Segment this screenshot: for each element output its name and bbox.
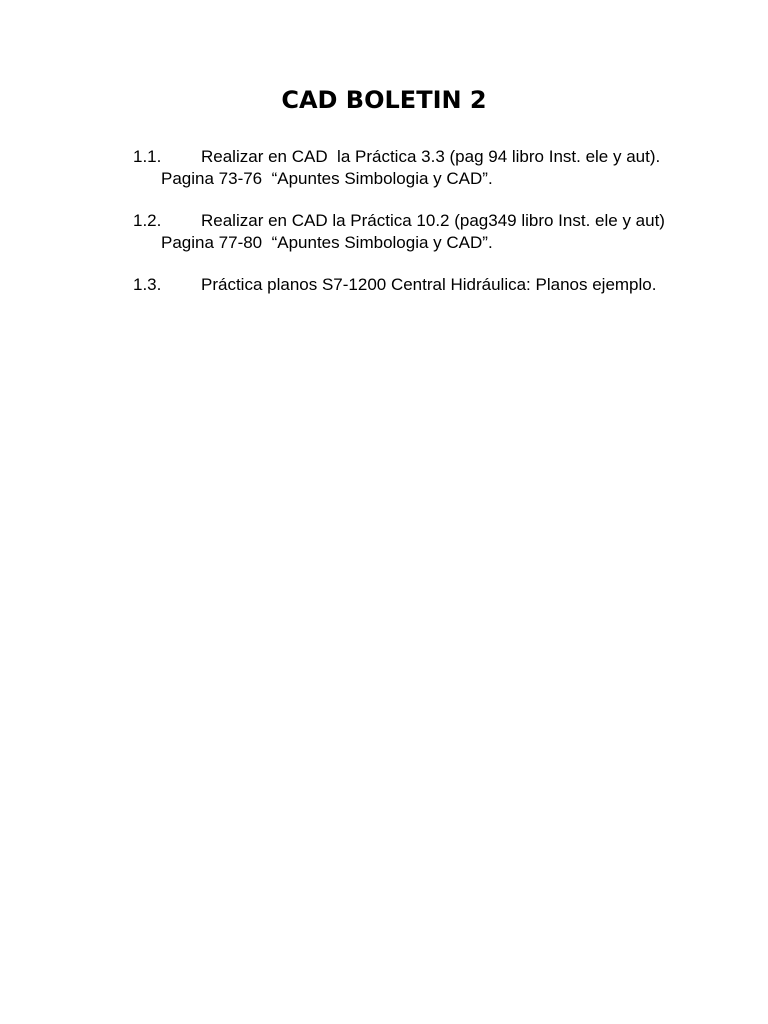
item-number: 1.1. <box>133 147 162 166</box>
list-item <box>133 146 673 190</box>
item-number: 1.3. <box>133 275 162 294</box>
item-text: Práctica planos S7-1200 Central Hidráulica: Planos ejemplo. <box>201 275 657 294</box>
document-title: CAD BOLETIN 2 <box>281 86 487 114</box>
item-text: Realizar en CAD la Práctica 3.3 (pag 94 libro Inst. ele y aut). Pagina 73-76 “Apuntes Simbologia y CAD”. <box>161 147 665 188</box>
list-item <box>133 210 673 254</box>
item-text: Realizar en CAD la Práctica 10.2 (pag349 libro Inst. ele y aut) Pagina 77-80 “Apuntes Simbologia y CAD”. <box>161 211 670 252</box>
list-item <box>133 274 673 296</box>
task-list <box>133 146 673 316</box>
item-number: 1.2. <box>133 211 162 230</box>
